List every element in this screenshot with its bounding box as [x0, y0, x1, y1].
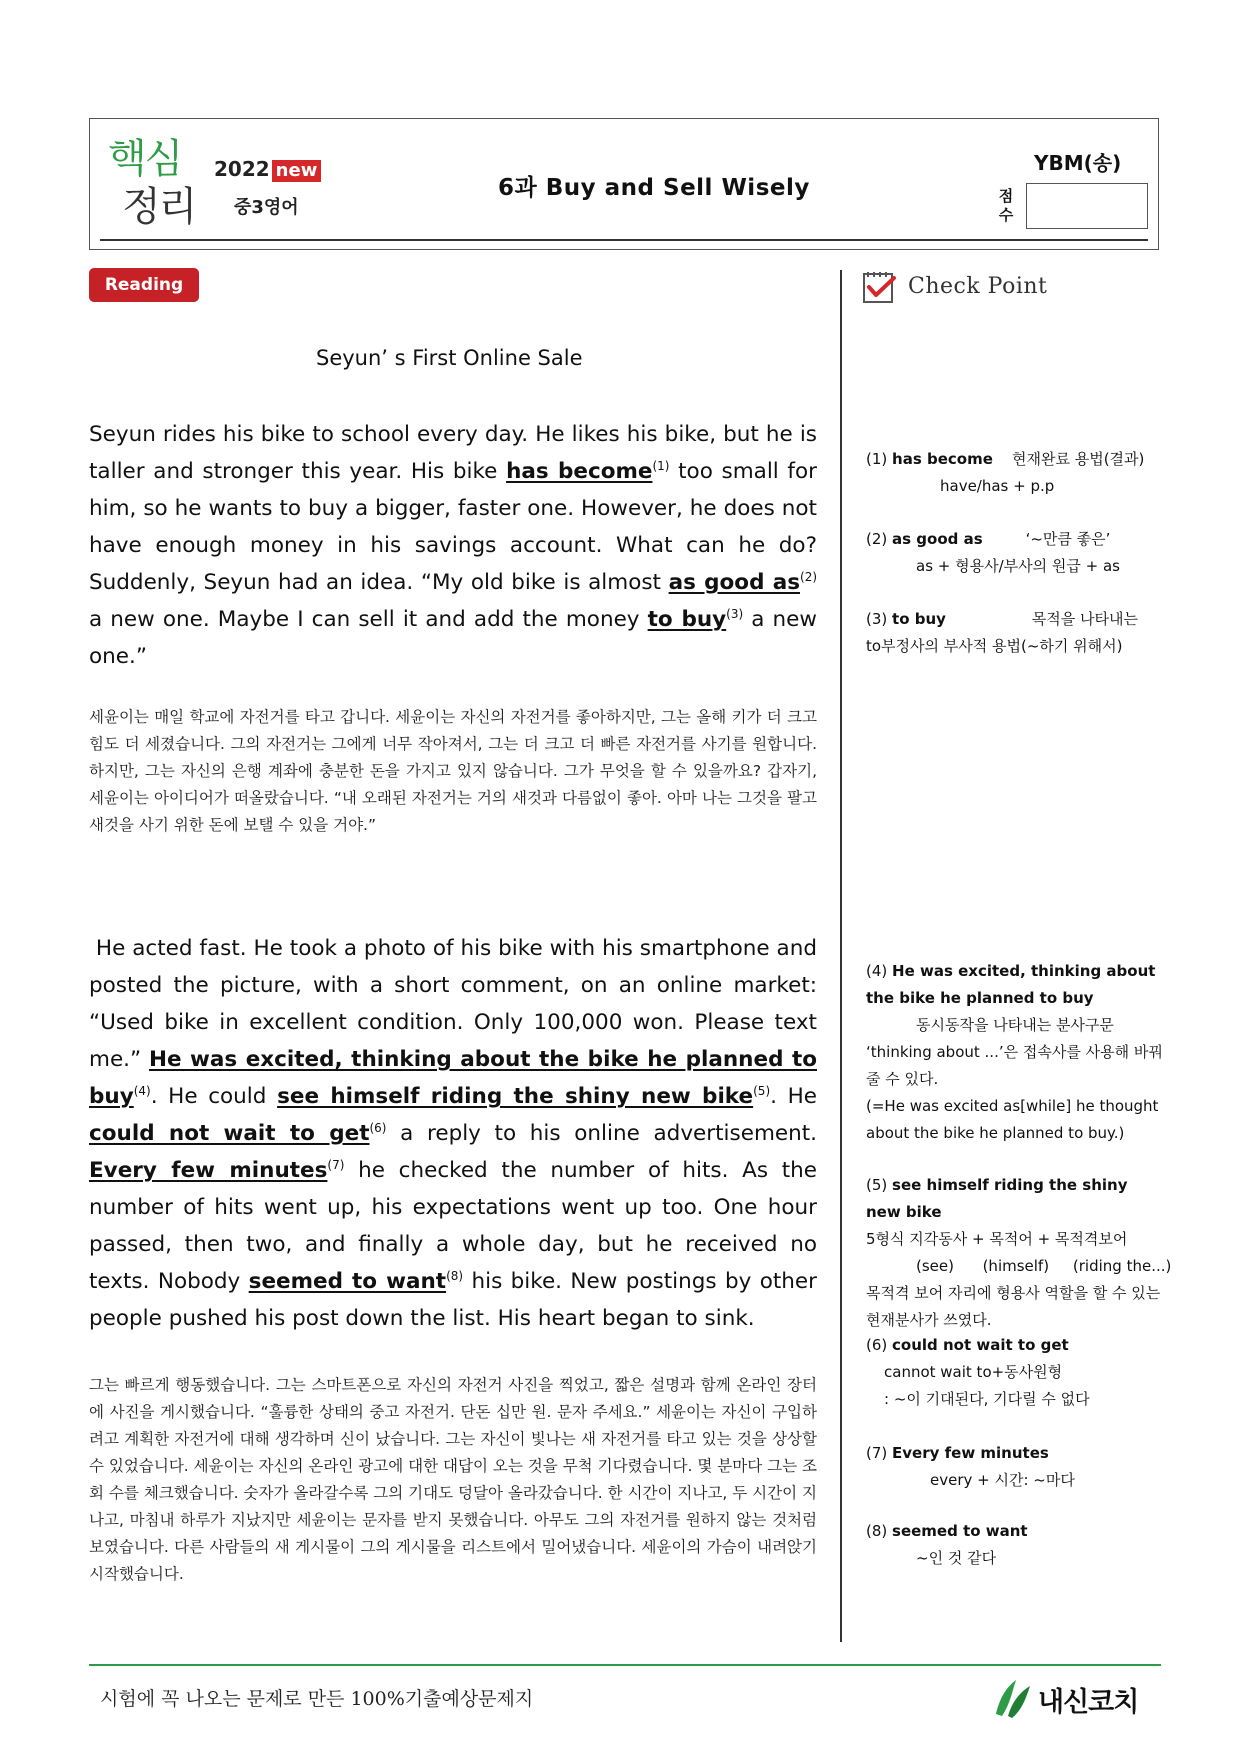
korean-translation-2: 그는 빠르게 행동했습니다. 그는 스마트폰으로 자신의 자전거 사진을 찍었고, 짧은 설명과 함께 온라인 장터에 사진을 게시했습니다. “훌륭한 상태의 중고 자전거. 단돈 십만 원. 문자 주세요.” 세윤이는 자신이 구입하려고 계획한 자전거에 대해 생각하며 신이 났습니다. 그는 자신이 빛나는 새 자전거를 타고 있는 것을 상상할 수 있었습니다. 세윤이는 자신의 온라인 광고에 대한 대답이 오는 것을 무척 기다렸습니다. 몇 분마다 그는 조회 수를 체크했습니다. 숫자가 올라갈수록 그의 기대도 덩달아 올라갔습니다. 한 시간이 지나고, 두 시간이 지나고, 마침내 하루가 지났지만 세윤이는 문자를 받지 못했습니다. 아무도 그의 자전거를 원하지 않는 것처럼 보였습니다. 다른 사람들의 새 게시물이 그의 게시물을 리스트에서 밀어냈습니다. 세윤이의 가슴이 내려앉기 시작했습니다. [89, 1376, 817, 1583]
note-7: (7) Every few minutes every + 시간: ~마다 [866, 1444, 1075, 1489]
note-1: (1) has become 현재완료 용법(결과) have/has + p.p [866, 450, 1145, 495]
footnote-8: (8) [446, 1268, 464, 1283]
new-badge: new [272, 160, 322, 182]
highlight-5: see himself riding the shiny new bike [277, 1084, 754, 1109]
footnote-6: (6) [369, 1120, 387, 1135]
highlight-2: as good as [668, 570, 801, 595]
footnote-2: (2) [800, 569, 818, 584]
note-5: (5) see himself riding the shiny new bike 5형식 지각동사 + 목적어 + 목적격보어 (see) (himself) (riding the...) 목적격 보어 자리에 형용사 역할을 할 수 있는 현재분사가 쓰였다. [866, 1176, 1172, 1329]
page-title: 6과 Buy and Sell Wisely [498, 175, 810, 201]
footnote-1: (1) [652, 458, 670, 473]
header-divider [100, 239, 1148, 241]
leaf-icon [992, 1676, 1036, 1720]
highlight-6: could not wait to get [89, 1121, 370, 1146]
checklist-icon [862, 270, 898, 304]
year-label [214, 157, 321, 182]
highlight-3: to buy [647, 607, 727, 632]
highlight-4: He was excited, thinking about the bike he planned to buy [89, 1047, 817, 1109]
footer-tagline: 시험에 꼭 나오는 문제로 만든 100%기출예상문제지 [100, 1688, 534, 1710]
publisher-label: YBM(송) [1034, 151, 1122, 175]
footnote-4: (4) [133, 1083, 151, 1098]
highlight-7: Every few minutes [89, 1158, 328, 1183]
footer-logo [992, 1674, 1162, 1722]
note-8: (8) seemed to want ~인 것 같다 [866, 1522, 1028, 1567]
english-paragraph-2: He acted fast. He took a photo of his bike with his smartphone and posted the picture, with a short comment, on an online market: “Used bike in excellent condition. Only 100,000 won. Please text me.” He was excited, thinking about the bike he planned to buy$^{(4)}$. He could see himself riding the shiny new bike$^{(5)}$. He could not wait to get$^{(6)}$ a reply to his online advertisement. Every few minutes$^{(7)}$ he checked the number of hits. As the number of hits went up, his expectations went up too. One hour passed, then two, and finally a whole day, but he received no texts. Nobody seemed to want$^{(8)}$ his bike. New postings by other people pushed his post down the list. His heart began to sink. [89, 936, 817, 1331]
footer-logo-text: 내신코치 [1038, 1687, 1139, 1718]
note-6: (6) could not wait to get cannot wait to+동사원형 : ~이 기대된다, 기다릴 수 없다 [866, 1336, 1090, 1408]
year-text: 2022 [214, 157, 270, 181]
logo-bottom-text: 정리 [122, 184, 196, 230]
highlight-1: has become [506, 459, 653, 484]
grade-label: 중3영어 [234, 197, 299, 218]
checkpoint-title: Check Point [908, 274, 1048, 299]
header-box [89, 118, 1159, 250]
footer-divider [89, 1664, 1161, 1666]
brand-logo [108, 137, 204, 237]
footnote-7: (7) [327, 1157, 345, 1172]
score-field[interactable] [1026, 183, 1148, 229]
footnote-5: (5) [753, 1083, 771, 1098]
score-label: 점 수 [998, 187, 1014, 224]
english-paragraph-1: Seyun rides his bike to school every day. He likes his bike, but he is taller and stronger this year. His bike has become$^{(1)}$ too small for him, so he wants to buy a bigger, faster one. However, he does not have enough money in his savings account. What can he do? Suddenly, Seyun had an idea. “My old bike is almost as good $as^{(2)}$ a new one. Maybe I can sell it and add the money to buy$^{(3)}$ a new one.” [89, 422, 818, 669]
note-3: (3) to buy 목적을 나타내는 to부정사의 부사적 용법(~하기 위해서) [866, 610, 1138, 655]
footnote-3: (3) [726, 606, 744, 621]
note-2: (2) as good as ‘~만큼 좋은’ as + 형용사/부사의 원급 + as [866, 530, 1120, 575]
note-4: (4) He was excited, thinking about the bike he planned to buy 동시동작을 나타내는 분사구문 ‘thinking about ...’은 접속사를 사용해 바꿔줄 수 있다. (=He was excited as[while] he thought about the bike he planned to buy.) [866, 962, 1163, 1142]
story-title: Seyun’ s First Online Sale [316, 346, 583, 370]
korean-translation-1: 세윤이는 매일 학교에 자전거를 타고 갑니다. 세윤이는 자신의 자전거를 좋아하지만, 그는 올해 키가 더 크고 힘도 더 세졌습니다. 그의 자전거는 그에게 너무 작아져서, 그는 더 크고 더 빠른 자전거를 사기를 원합니다. 하지만, 그는 자신의 은행 계좌에 충분한 돈을 가지고 있지 않습니다. 그가 무엇을 할 수 있을까요? 갑자기, 세윤이는 아이디어가 떠올랐습니다. “내 오래된 자전거는 거의 새것과 다름없이 좋아. 아마 나는 그것을 팔고 새것을 사기 위한 돈에 보탤 수 있을 거야.” [89, 708, 817, 834]
highlight-8: seemed to want [248, 1269, 447, 1294]
logo-top-text: 핵심 [108, 136, 182, 182]
reading-badge: Reading [89, 268, 199, 302]
column-divider [840, 270, 842, 1642]
